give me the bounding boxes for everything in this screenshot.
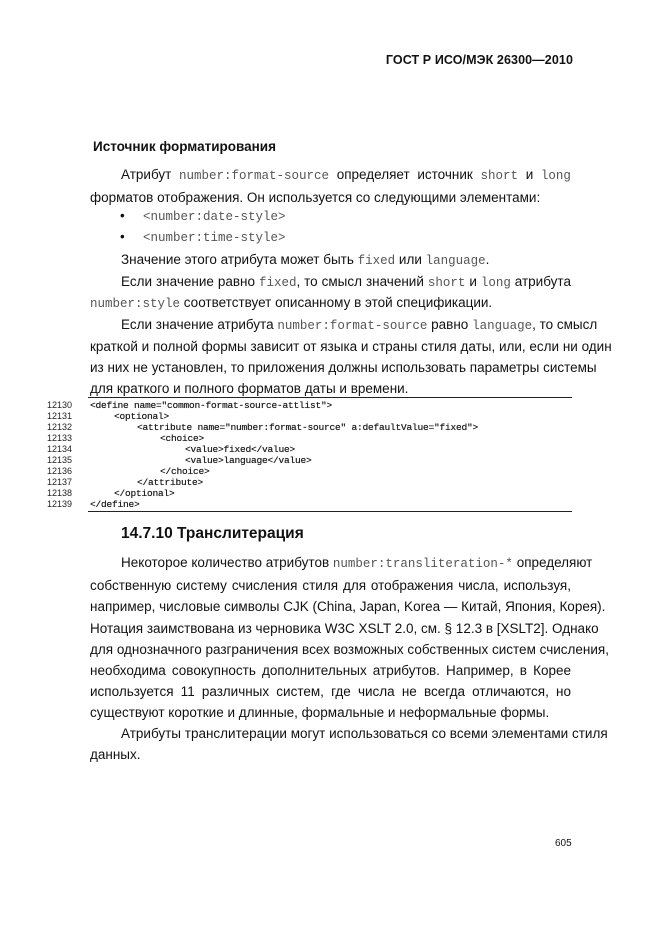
code-line: <define name="common-format-source-attlist">: [90, 400, 333, 411]
paragraph-line: Некоторое количество атрибутов number:transliteration-* определяют: [121, 555, 593, 571]
code-line-number: 12134: [47, 444, 73, 454]
paragraph-line: краткой и полной формы зависит от языка и страны стиля даты, или, если ни один: [90, 339, 612, 354]
paragraph-line: существуют короткие и длинные, формальные и неформальные формы.: [90, 705, 550, 720]
code-line-number: 12138: [47, 488, 73, 498]
section-heading-transliteration: 14.7.10 Транслитерация: [121, 525, 304, 542]
code-line-number: 12130: [47, 400, 73, 410]
code-line: </attribute>: [137, 477, 204, 488]
code-line-number: 12139: [47, 499, 73, 509]
code-line: </choice>: [160, 466, 210, 477]
code-line-number: 12132: [47, 422, 73, 432]
code-line: <optional>: [114, 411, 170, 422]
paragraph-line: форматов отображения. Он используется со следующими элементами:: [90, 190, 541, 205]
code-line: <choice>: [160, 433, 205, 444]
code-line: <value>fixed</value>: [185, 444, 296, 455]
code-line: <attribute name="number:format-source" a:defaultValue="fixed">: [137, 422, 479, 433]
paragraph-line: Атрибуты транслитерации могут использоваться со всеми элементами стиля: [121, 726, 608, 741]
code-line-number: 12131: [47, 411, 73, 421]
paragraph-line: из них не установлен, то приложения должны использовать параметры системы: [90, 360, 597, 375]
bullet-icon: •: [120, 208, 125, 223]
bullet-icon: •: [120, 229, 125, 244]
code-line-number: 12133: [47, 433, 73, 443]
paragraph-line: необходима совокупность дополнительных атрибутов. Например, в Корее: [90, 663, 571, 678]
paragraph-line: для однозначного разграничения всех возможных собственных систем счисления,: [90, 642, 609, 657]
paragraph-line: Нотация заимствована из черновика W3C XSLT 2.0, см. § 12.3 в [XSLT2]. Однако: [90, 621, 599, 636]
paragraph-line: например, числовые символы CJK (China, Japan, Korea — Китай, Япония, Корея).: [90, 599, 606, 614]
code-line-number: 12135: [47, 455, 73, 465]
paragraph-line: для краткого и полного форматов даты и времени.: [90, 381, 409, 396]
document-header: ГОСТ Р ИСО/МЭК 26300—2010: [385, 53, 573, 67]
page-number: 605: [555, 838, 572, 849]
code-line-number: 12136: [47, 466, 73, 476]
paragraph-line: используется 11 различных систем, где числа не всегда отличаются, но: [90, 684, 571, 699]
paragraph-line: Если значение равно fixed, то смысл значений short и long атрибута: [121, 274, 571, 290]
paragraph-line: Значение этого атрибута может быть fixed или language.: [121, 252, 490, 268]
code-line: <value>language</value>: [185, 455, 312, 466]
paragraph-line: number:style соответствует описанному в этой спецификации.: [90, 295, 493, 311]
paragraph-line: Атрибут number:format-source определяет источник short и long: [121, 167, 571, 183]
code-line-number: 12137: [47, 477, 73, 487]
code-line: </optional>: [114, 488, 175, 499]
paragraph-line: Если значение атрибута number:format-source равно language, то смысл: [121, 317, 598, 333]
section-heading-source: Источник форматирования: [93, 139, 276, 154]
paragraph-line: данных.: [90, 747, 141, 762]
list-item: <number:time-style>: [143, 231, 286, 245]
paragraph-line: собственную систему счисления стиля для отображения числа, используя,: [90, 578, 571, 593]
code-divider-top: [88, 397, 572, 398]
code-divider-bottom: [88, 511, 572, 512]
code-line: </define>: [90, 499, 140, 510]
list-item: <number:date-style>: [143, 210, 286, 224]
